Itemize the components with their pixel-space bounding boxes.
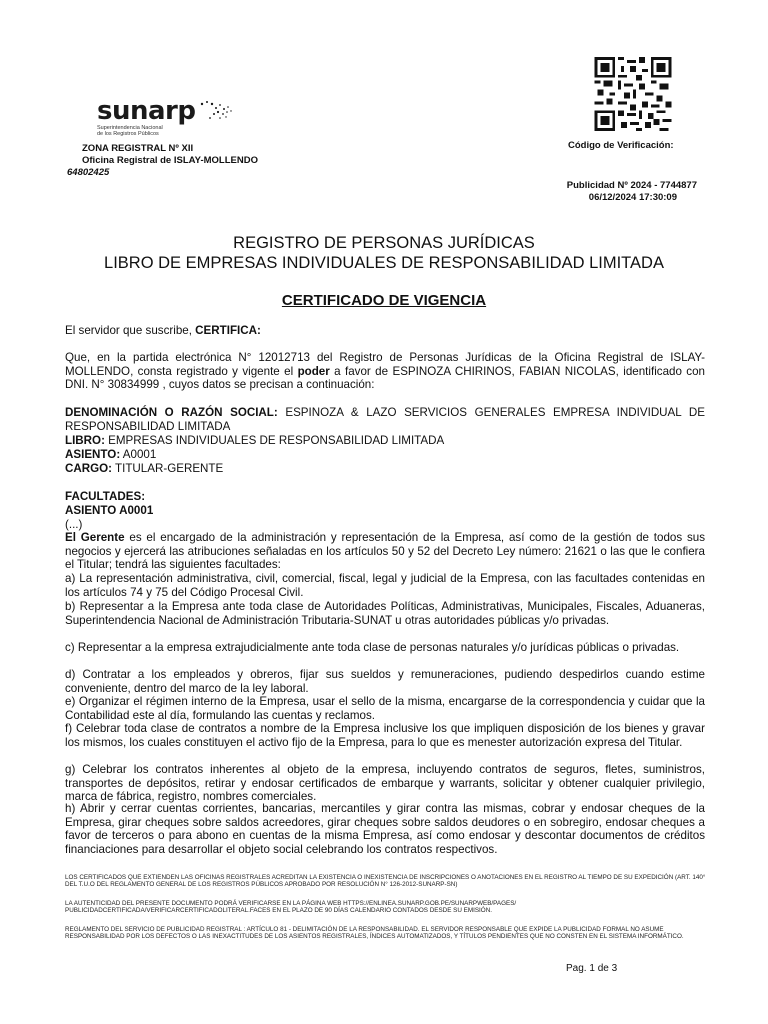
verification-label: Código de Verificación: [568, 140, 674, 151]
clause-d: d) Contratar a los empleados y obreros, fijar sus sueldos y remuneraciones, pudiendo despedirlos cuando estime conveniente, dentro del marco de la ley laboral. [65, 668, 705, 695]
registry-title: REGISTRO DE PERSONAS JURÍDICAS [233, 234, 535, 252]
facultades-heading: FACULTADES: [65, 490, 146, 503]
cargo: CARGO: TITULAR-GERENTE [65, 462, 224, 475]
clause-b: b) Representar a la Empresa ante toda clase de Autoridades Políticas, Administrativas, Municipales, Fiscales, Aduaneras, Superintendencia Nacional de Administración Tributaria-SUNAT u otras autoridades públicas y/o privadas. [65, 600, 705, 627]
clause-h: h) Abrir y cerrar cuentas corrientes, bancarias, mercantiles y girar contra las mismas, cobrar y endosar cheques de la Empresa, girar cheques sobre saldos acreedores, girar cheques sobre saldos deudores o en sobregiro, endosar cheques a favor de terceros o para abono en cuentas de la misma Empresa, así como endosar y descontar documentos de créditos financiaciones para desarrollar el objeto social celebrando los contratos respectivos. [65, 802, 705, 856]
clause-f: f) Celebrar toda clase de contratos a nombre de la Empresa inclusive los que impliquen disposición de los bienes y gravar los mismos, los cuales constituyen el activo fijo de la Empresa, para lo que es menester autorización expresa del Titular. [65, 722, 705, 749]
asiento-heading: ASIENTO A0001 [65, 504, 154, 517]
sunarp-logo: sunarp [97, 96, 196, 126]
asiento: ASIENTO: A0001 [65, 448, 157, 461]
qr-code-icon [594, 57, 672, 131]
page-number: Pag. 1 de 3 [566, 963, 618, 974]
certification-paragraph: Que, en la partida electrónica N° 12012713 del Registro de Personas Jurídicas de la Oficina Registral de ISLAY-MOLLENDO, consta registrado y vigente el poder a favor de ESPINOZA CHIRINOS, FABIAN NICOLAS, identificado con DNI. N° 30834999 , cuyos datos se precisan a continuación: [65, 351, 705, 392]
issue-datetime: 06/12/2024 17:30:09 [588, 192, 677, 203]
oficina-registral: Oficina Registral de ISLAY-MOLLENDO [82, 155, 258, 166]
libro: LIBRO: EMPRESAS INDIVIDUALES DE RESPONSABILIDAD LIMITADA [65, 434, 445, 447]
logo-subtitle: Superintendencia Nacional de los Registros Públicos [97, 125, 163, 137]
zona-registral: ZONA REGISTRAL Nº XII [82, 143, 194, 154]
footer-note-2: LA AUTENTICIDAD DEL PRESENTE DOCUMENTO PODRÁ VERIFICARSE EN LA PÁGINA WEB HTTPS://ENLINEA.SUNARP.GOB.PE/SUNARPWEB/PAGES/ PUBLICIDADCERTIFICADA/VERIFICARCERTIFICADOLITERAL.FACES EN EL PLAZO DE 90 DÍAS CALENDARIO CONTADOS DESDE SU EMISIÓN. [65, 900, 517, 915]
logo-dots-icon [196, 98, 236, 128]
clause-e: e) Organizar el régimen interno de la Empresa, usar el sello de la misma, encargarse de la correspondencia y cuidar que la Contabilidad este al día, formulando las cuentas y reclamos. [65, 695, 705, 722]
clause-g: g) Celebrar los contratos inherentes al objeto de la empresa, incluyendo contratos de seguros, fletes, suministros, transportes de depósitos, retirar y endosar certificados de embarque y warrants, solicitar y obtener cualquier privilegio, marca de fábrica, registro, nombres comerciales. [65, 763, 705, 804]
intro-line: El servidor que suscribe, CERTIFICA: [65, 324, 261, 337]
document-number: 64802425 [67, 167, 110, 178]
denominacion: DENOMINACIÓN O RAZÓN SOCIAL: ESPINOZA & LAZO SERVICIOS GENERALES EMPRESA INDIVIDUAL DE RESPONSABILIDAD LIMITADA [65, 406, 705, 433]
book-title: LIBRO DE EMPRESAS INDIVIDUALES DE RESPONSABILIDAD LIMITADA [104, 254, 664, 272]
footer-note-1: LOS CERTIFICADOS QUE EXTIENDEN LAS OFICINAS REGISTRALES ACREDITAN LA EXISTENCIA O INEXISTENCIA DE INSCRIPCIONES O ANOTACIONES EN EL REGISTRO AL TIEMPO DE SU EXPEDICIÓN (ART. 140° DEL T.U.O DEL REGLAMENTO GENERAL DE LOS REGISTROS PÚBLICOS APROBADO POR RESOLUCIÓN N° 126-2012-SUNARP-SN) [65, 874, 706, 889]
gerente-paragraph: El Gerente es el encargado de la administración y representación de la Empresa, así como de la gestión de todos sus negocios y ejercerá las atribuciones señaladas en los artículos 50 y 52 del Decreto Ley número: 21621 o las que le confiera el Titular; tendrá las siguientes facultades: [65, 531, 705, 572]
ellipsis: (...) [65, 518, 83, 531]
footer-note-3: REGLAMENTO DEL SERVICIO DE PUBLICIDAD REGISTRAL : ARTÍCULO 81 - DELIMITACIÓN DE LA RESPONSABILIDAD. EL SERVIDOR RESPONSABLE QUE EXPIDE LA PUBLICIDAD FORMAL NO ASUME RESPONSABILIDAD POR LOS DEFECTOS O LAS INEXACTITUDES DE LOS ASIENTOS REGISTRALES, ÍNDICES AUTOMATIZADOS, Y TÍTULOS PENDIENTES QUE NO CONSTEN EN EL SISTEMA INFORMÁTICO. [65, 926, 684, 941]
clause-a: a) La representación administrativa, civil, comercial, fiscal, legal y judicial de la Empresa, con las facultades contenidas en los artículos 74 y 75 del Código Procesal Civil. [65, 572, 705, 599]
publicidad-number: Publicidad Nº 2024 - 7744877 [566, 180, 697, 191]
certificate-title: CERTIFICADO DE VIGENCIA [281, 292, 487, 309]
clause-c: c) Representar a la empresa extrajudicialmente ante toda clase de personas naturales y/o jurídicas públicas o privadas. [65, 641, 680, 654]
